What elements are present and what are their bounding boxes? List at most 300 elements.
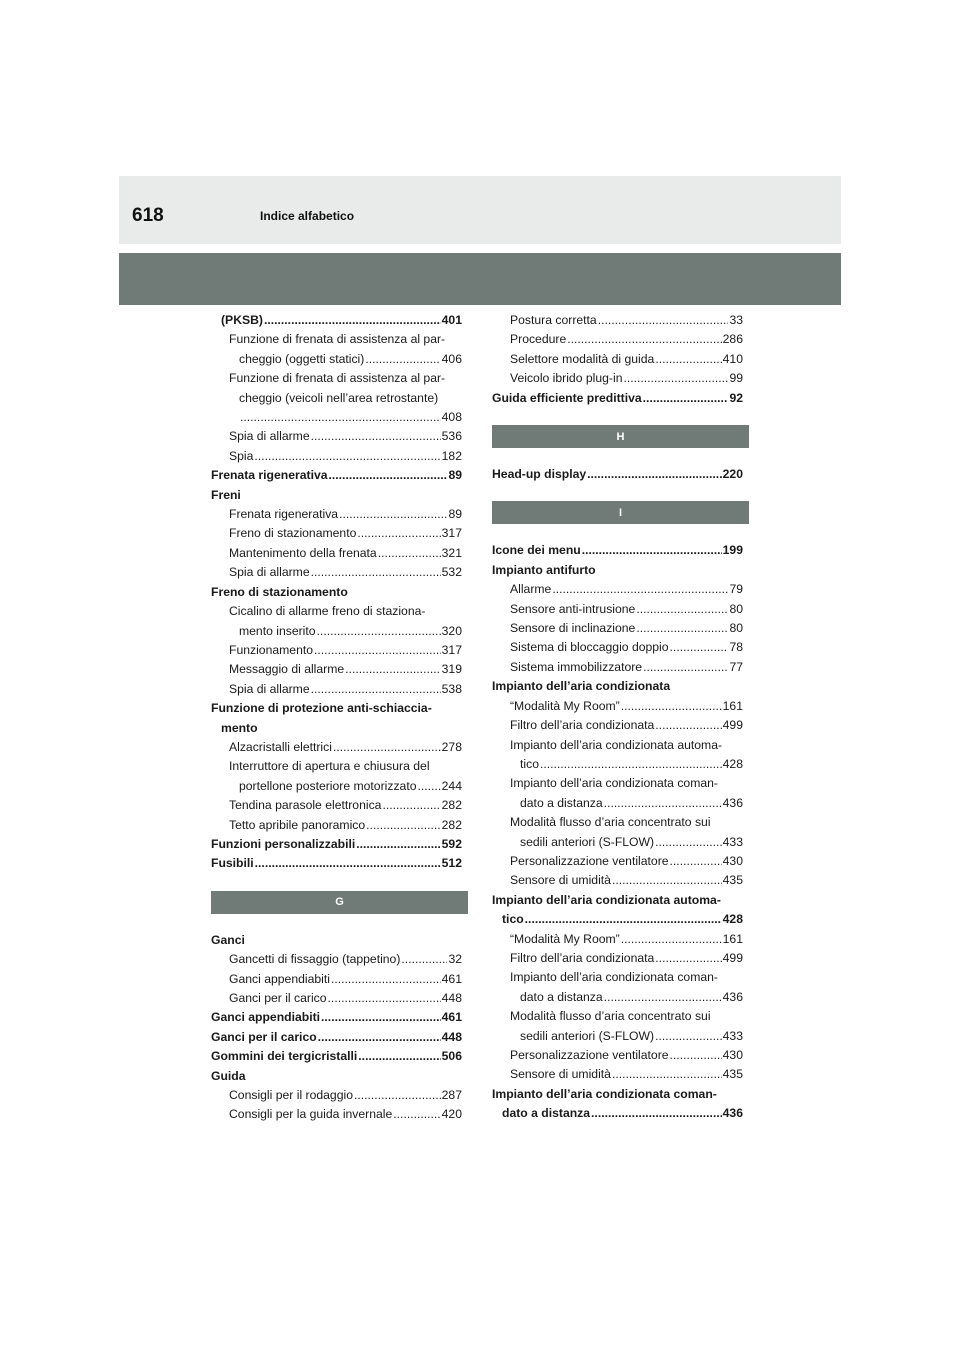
dot-leader xyxy=(612,1065,722,1084)
index-heading[interactable] xyxy=(492,389,743,408)
dot-leader xyxy=(655,716,721,735)
entry-text: Sistema di bloccaggio doppio xyxy=(510,640,669,655)
dot-leader xyxy=(354,1086,441,1105)
entry-line xyxy=(510,755,743,774)
entry-text: Alzacristalli elettrici xyxy=(229,739,332,754)
dot-leader xyxy=(339,505,447,524)
header-band xyxy=(119,176,841,244)
entry-text: Icone dei menu xyxy=(492,543,581,558)
index-subentry[interactable] xyxy=(492,968,743,1007)
page-reference[interactable]: 592 xyxy=(441,836,462,851)
entry-text: Funzione di protezione anti-schiaccia- xyxy=(211,701,432,716)
page-reference[interactable]: 448 xyxy=(441,1029,462,1044)
page-reference[interactable]: 420 xyxy=(441,1107,462,1122)
entry-text: Filtro dell’aria condizionata xyxy=(510,950,655,965)
index-heading[interactable] xyxy=(211,311,462,330)
index-subentry[interactable] xyxy=(211,660,462,679)
index-subentry[interactable] xyxy=(211,970,462,989)
index-heading[interactable] xyxy=(211,1047,462,1066)
entry-text: Freno di stazionamento xyxy=(211,584,348,599)
entry-text: Sensore di umidità xyxy=(510,873,611,888)
index-heading[interactable] xyxy=(211,931,462,950)
index-heading[interactable] xyxy=(492,541,743,560)
entry-line xyxy=(492,561,743,580)
entry-line xyxy=(510,311,743,330)
dot-leader xyxy=(366,816,440,835)
page-reference[interactable]: 32 xyxy=(448,952,462,967)
dot-leader xyxy=(240,408,441,427)
index-subentry[interactable] xyxy=(492,638,743,657)
index-subentry[interactable] xyxy=(211,816,462,835)
index-subentry[interactable] xyxy=(492,852,743,871)
page-reference[interactable]: 532 xyxy=(441,565,462,580)
dot-leader xyxy=(393,1105,440,1124)
dot-leader xyxy=(552,580,728,599)
entry-line xyxy=(492,465,743,484)
dot-leader xyxy=(365,350,440,369)
entry-text: Spia di allarme xyxy=(229,429,310,444)
page-reference[interactable]: 436 xyxy=(722,1106,743,1121)
entry-text: Funzioni personalizzabili xyxy=(211,836,356,851)
entry-line xyxy=(211,1008,462,1027)
entry-line xyxy=(510,350,743,369)
entry-text: “Modalità My Room” xyxy=(510,698,620,713)
entry-line xyxy=(510,580,743,599)
entry-text: Spia di allarme xyxy=(229,681,310,696)
dot-leader xyxy=(643,658,728,677)
entry-text: Tetto apribile panoramico xyxy=(229,817,366,832)
entry-line xyxy=(211,719,462,738)
entry-text: Interruttore di apertura e chiusura del xyxy=(229,759,430,774)
entry-line xyxy=(492,910,743,929)
page-reference[interactable]: 319 xyxy=(441,662,462,677)
page-reference[interactable]: 320 xyxy=(441,623,462,638)
page-reference[interactable]: 499 xyxy=(722,950,743,965)
index-subentry[interactable] xyxy=(211,427,462,446)
entry-text: Head-up display xyxy=(492,467,587,482)
index-subentry[interactable] xyxy=(211,563,462,582)
index-heading[interactable] xyxy=(211,1008,462,1027)
page-reference[interactable]: 406 xyxy=(441,351,462,366)
page-reference[interactable]: 512 xyxy=(441,856,462,871)
page-reference[interactable]: 436 xyxy=(722,795,743,810)
entry-text: Freno di stazionamento xyxy=(229,526,357,541)
entry-line xyxy=(211,699,462,718)
entry-line xyxy=(510,369,743,388)
page-reference[interactable]: 538 xyxy=(441,681,462,696)
page-reference[interactable]: 278 xyxy=(441,739,462,754)
entry-line xyxy=(510,600,743,619)
entry-text: Personalizzazione ventilatore xyxy=(510,853,669,868)
index-subentry[interactable] xyxy=(492,949,743,968)
entry-text: tico xyxy=(502,912,524,927)
page-reference[interactable]: 433 xyxy=(722,834,743,849)
index-subentry[interactable] xyxy=(211,757,462,796)
page-reference[interactable]: 428 xyxy=(722,756,743,771)
entry-text: cheggio (veicoli nell’area retrostante) xyxy=(239,390,439,405)
entry-text: Consigli per il rodaggio xyxy=(229,1088,353,1103)
dot-leader xyxy=(643,389,729,408)
index-subentry[interactable] xyxy=(211,330,462,369)
entry-text: Funzionamento xyxy=(229,642,314,657)
entry-line xyxy=(211,854,462,873)
entry-line xyxy=(229,989,462,1008)
page-reference[interactable]: 436 xyxy=(722,989,743,1004)
page-reference[interactable]: 408 xyxy=(441,410,462,425)
dot-leader xyxy=(314,641,441,660)
index-heading[interactable] xyxy=(492,891,743,930)
page-reference[interactable]: 435 xyxy=(722,873,743,888)
entry-line xyxy=(229,622,462,641)
index-heading[interactable] xyxy=(211,835,462,854)
page-reference[interactable]: 461 xyxy=(441,971,462,986)
index-subentry[interactable] xyxy=(211,641,462,660)
page-reference[interactable]: 430 xyxy=(722,853,743,868)
entry-line xyxy=(229,563,462,582)
index-heading[interactable] xyxy=(492,1085,743,1124)
entry-line xyxy=(229,970,462,989)
entry-line xyxy=(211,835,462,854)
entry-line xyxy=(229,680,462,699)
page-reference[interactable]: 448 xyxy=(441,991,462,1005)
letter-section-bar: H xyxy=(492,425,749,448)
entry-text: Funzione di frenata di assistenza al par- xyxy=(229,371,446,386)
index-subentry[interactable] xyxy=(492,871,743,890)
entry-line xyxy=(211,1047,462,1066)
entry-text: Modalità flusso d’aria concentrato sui xyxy=(510,815,711,830)
entry-text: “Modalità My Room” xyxy=(510,931,620,946)
entry-line xyxy=(229,505,462,524)
index-subentry[interactable] xyxy=(492,330,743,349)
dot-leader xyxy=(655,350,721,369)
entry-text: Ganci appendiabiti xyxy=(211,1010,321,1025)
entry-line xyxy=(229,777,462,796)
index-subentry[interactable] xyxy=(492,580,743,599)
index-subentry[interactable] xyxy=(492,930,743,949)
entry-text: sedili anteriori (S-FLOW) xyxy=(520,834,655,849)
dot-leader xyxy=(621,697,722,716)
index-subentry[interactable] xyxy=(211,1086,462,1105)
entry-text: Frenata rigenerativa xyxy=(229,507,339,522)
page-reference[interactable]: 286 xyxy=(722,332,743,347)
dot-leader xyxy=(418,777,441,796)
page-reference[interactable]: 461 xyxy=(441,1010,462,1025)
entry-line xyxy=(229,816,462,835)
entry-line xyxy=(510,658,743,677)
dot-leader xyxy=(358,1047,440,1066)
index-column-right xyxy=(492,311,743,1124)
entry-text: dato a distanza xyxy=(502,1106,591,1121)
dot-leader xyxy=(356,835,440,854)
entry-line xyxy=(510,949,743,968)
dot-leader xyxy=(655,1027,722,1046)
dot-leader xyxy=(670,638,729,657)
index-subentry[interactable] xyxy=(211,602,462,641)
dot-leader xyxy=(655,949,721,968)
dot-leader xyxy=(378,544,441,563)
entry-text: (PKSB) xyxy=(221,313,263,327)
entry-text: Spia di allarme xyxy=(229,565,310,580)
entry-line xyxy=(211,1028,462,1047)
page-reference[interactable]: 33 xyxy=(729,313,743,327)
index-heading[interactable] xyxy=(211,583,462,602)
index-subentry[interactable] xyxy=(211,680,462,699)
index-heading[interactable] xyxy=(211,699,462,738)
entry-text: Impianto dell’aria condizionata coman- xyxy=(492,1086,717,1101)
entry-line xyxy=(510,638,743,657)
index-subentry[interactable] xyxy=(492,774,743,813)
page-reference[interactable]: 430 xyxy=(722,1048,743,1062)
page-reference[interactable]: 317 xyxy=(441,526,462,541)
entry-line xyxy=(492,891,743,910)
entry-text: Sensore di umidità xyxy=(510,1067,611,1082)
page-reference[interactable]: 89 xyxy=(448,468,462,483)
dot-leader xyxy=(345,660,440,679)
entry-line xyxy=(229,544,462,563)
entry-text: Personalizzazione ventilatore xyxy=(510,1048,669,1062)
header-dark-band xyxy=(119,253,841,305)
entry-text: Modalità flusso d’aria concentrato sui xyxy=(510,1009,711,1024)
dot-leader xyxy=(255,854,441,873)
entry-line xyxy=(510,619,743,638)
entry-text: Consigli per la guida invernale xyxy=(229,1107,393,1122)
entry-text: Filtro dell’aria condizionata xyxy=(510,718,655,733)
dot-leader xyxy=(621,930,722,949)
entry-line xyxy=(492,541,743,560)
entry-text: Funzione di frenata di assistenza al par- xyxy=(229,332,446,347)
entry-line xyxy=(510,930,743,949)
entry-line xyxy=(510,968,743,987)
page-reference[interactable]: 80 xyxy=(729,621,743,636)
index-heading[interactable] xyxy=(211,486,462,505)
page-reference[interactable]: 506 xyxy=(441,1049,462,1064)
page-reference[interactable]: 282 xyxy=(441,817,462,832)
dot-leader xyxy=(357,524,440,543)
entry-line xyxy=(211,486,462,505)
letter-section-bar: I xyxy=(492,501,749,524)
entry-line xyxy=(229,369,462,388)
entry-line xyxy=(492,389,743,408)
dot-leader xyxy=(591,1104,722,1123)
index-heading[interactable] xyxy=(211,854,462,873)
entry-line xyxy=(229,641,462,660)
page-reference[interactable]: 99 xyxy=(729,371,743,386)
entry-text: Sistema immobilizzatore xyxy=(510,659,643,674)
index-subentry[interactable] xyxy=(492,619,743,638)
index-subentry[interactable] xyxy=(492,1007,743,1046)
entry-text: Mantenimento della frenata xyxy=(229,545,377,560)
dot-leader xyxy=(317,622,441,641)
entry-line xyxy=(492,1104,743,1123)
dot-leader xyxy=(321,1008,441,1027)
entry-line xyxy=(510,871,743,890)
dot-leader xyxy=(604,794,722,813)
index-heading[interactable] xyxy=(492,465,743,484)
dot-leader xyxy=(333,738,441,757)
page-reference[interactable]: 182 xyxy=(441,448,462,463)
entry-line xyxy=(229,1105,462,1124)
entry-text: Guida efficiente predittiva xyxy=(492,390,642,405)
index-subentry[interactable] xyxy=(492,1065,743,1084)
index-heading[interactable] xyxy=(211,1028,462,1047)
index-subentry[interactable] xyxy=(211,738,462,757)
index-subentry[interactable] xyxy=(211,505,462,524)
entry-line xyxy=(510,833,743,852)
dot-leader xyxy=(311,427,441,446)
entry-text: Tendina parasole elettronica xyxy=(229,798,382,813)
entry-line xyxy=(510,1007,743,1026)
entry-line xyxy=(211,583,462,602)
entry-text: mento xyxy=(221,720,258,735)
entry-text: Ganci appendiabiti xyxy=(229,971,330,986)
page-reference[interactable]: 244 xyxy=(441,778,462,793)
entry-text: Cicalino di allarme freno di staziona- xyxy=(229,604,426,619)
entry-line xyxy=(492,677,743,696)
index-subentry[interactable] xyxy=(492,736,743,775)
index-subentry[interactable] xyxy=(211,950,462,969)
index-subentry[interactable] xyxy=(492,350,743,369)
dot-leader xyxy=(540,755,722,774)
entry-line xyxy=(229,1086,462,1105)
entry-line xyxy=(510,794,743,813)
entry-text: Sensore di inclinazione xyxy=(510,621,636,636)
index-heading[interactable] xyxy=(211,466,462,485)
entry-line xyxy=(510,1046,743,1065)
page-reference[interactable]: 77 xyxy=(729,659,743,674)
page-reference[interactable]: 89 xyxy=(448,507,462,522)
entry-text: Impianto dell’aria condizionata coman- xyxy=(510,970,718,985)
page-reference[interactable]: 161 xyxy=(722,698,743,713)
entry-text: Impianto dell’aria condizionata coman- xyxy=(510,776,718,791)
dot-leader xyxy=(318,1028,441,1047)
dot-leader xyxy=(382,796,440,815)
index-subentry[interactable] xyxy=(211,524,462,543)
entry-line xyxy=(510,813,743,832)
entry-text: mento inserito xyxy=(239,623,316,638)
page-number: 618 xyxy=(132,205,164,226)
entry-line xyxy=(229,447,462,466)
dot-leader xyxy=(311,563,441,582)
dot-leader xyxy=(598,311,729,330)
entry-text: Gommini dei tergicristalli xyxy=(211,1049,358,1064)
entry-text: Ganci per il carico xyxy=(211,1029,317,1044)
entry-text: Ganci xyxy=(211,932,245,947)
page-reference[interactable]: 435 xyxy=(722,1067,743,1082)
index-subentry[interactable] xyxy=(492,658,743,677)
entry-line xyxy=(510,716,743,735)
entry-text: sedili anteriori (S-FLOW) xyxy=(520,1028,655,1043)
dot-leader xyxy=(670,1046,722,1065)
entry-text: Sensore anti-intrusione xyxy=(510,601,636,616)
entry-line xyxy=(510,1027,743,1046)
page-reference[interactable]: 287 xyxy=(441,1088,462,1103)
index-subentry[interactable] xyxy=(211,1105,462,1124)
entry-line xyxy=(510,697,743,716)
entry-line xyxy=(510,330,743,349)
page-reference[interactable]: 220 xyxy=(722,467,743,482)
dot-leader xyxy=(328,989,441,1008)
page-reference[interactable]: 79 xyxy=(729,582,743,597)
entry-text: Fusibili xyxy=(211,856,254,871)
dot-leader xyxy=(604,988,722,1007)
entry-line xyxy=(229,796,462,815)
entry-line xyxy=(510,1065,743,1084)
entry-line xyxy=(229,602,462,621)
dot-leader xyxy=(636,600,728,619)
index-column-left xyxy=(211,311,462,1125)
dot-leader xyxy=(329,466,448,485)
entry-line xyxy=(211,466,462,485)
dot-leader xyxy=(264,311,441,330)
entry-text: Impianto dell’aria condizionata xyxy=(492,679,671,694)
index-subentry[interactable] xyxy=(492,600,743,619)
index-subentry[interactable] xyxy=(211,369,462,427)
index-subentry[interactable] xyxy=(492,813,743,852)
page-reference[interactable]: 401 xyxy=(441,313,462,327)
entry-text: dato a distanza xyxy=(520,795,603,810)
entry-line xyxy=(211,1067,462,1086)
entry-line xyxy=(229,427,462,446)
page-reference[interactable]: 428 xyxy=(722,912,743,927)
dot-leader xyxy=(567,330,721,349)
entry-text: Frenata rigenerativa xyxy=(211,468,328,483)
page-reference[interactable]: 80 xyxy=(729,601,743,616)
page-reference[interactable]: 92 xyxy=(729,390,743,405)
index-subentry[interactable] xyxy=(492,697,743,716)
entry-line xyxy=(510,852,743,871)
index-subentry[interactable] xyxy=(211,796,462,815)
index-subentry[interactable] xyxy=(492,716,743,735)
entry-text: Veicolo ibrido plug-in xyxy=(510,371,623,386)
dot-leader xyxy=(612,871,722,890)
page-reference[interactable]: 410 xyxy=(722,351,743,366)
entry-text: Messaggio di allarme xyxy=(229,662,345,677)
page-reference[interactable]: 161 xyxy=(722,931,743,946)
page-reference[interactable]: 199 xyxy=(722,543,743,558)
entry-text: Gancetti di fissaggio (tappetino) xyxy=(229,952,401,967)
entry-text: Postura corretta xyxy=(510,313,597,327)
index-heading[interactable] xyxy=(492,677,743,696)
index-subentry[interactable] xyxy=(492,369,743,388)
page-reference[interactable]: 78 xyxy=(729,640,743,655)
index-heading[interactable] xyxy=(492,561,743,580)
index-heading[interactable] xyxy=(211,1067,462,1086)
page-reference[interactable]: 321 xyxy=(441,545,462,560)
entry-line xyxy=(229,950,462,969)
index-subentry[interactable] xyxy=(492,311,743,330)
dot-leader xyxy=(254,447,440,466)
index-subentry[interactable] xyxy=(492,1046,743,1065)
page-reference[interactable]: 433 xyxy=(722,1028,743,1043)
entry-text: Ganci per il carico xyxy=(229,991,327,1005)
page-reference[interactable]: 536 xyxy=(441,429,462,444)
page-reference[interactable]: 499 xyxy=(722,718,743,733)
dot-leader xyxy=(587,465,722,484)
entry-line xyxy=(211,311,462,330)
page-reference[interactable]: 317 xyxy=(441,642,462,657)
dot-leader xyxy=(655,833,722,852)
entry-text: Freni xyxy=(211,487,241,502)
entry-text: Allarme xyxy=(510,582,552,597)
page-reference[interactable]: 282 xyxy=(441,798,462,813)
entry-line xyxy=(229,757,462,776)
index-subentry[interactable] xyxy=(211,989,462,1008)
index-subentry[interactable] xyxy=(211,447,462,466)
index-subentry[interactable] xyxy=(211,544,462,563)
entry-text: tico xyxy=(520,756,539,771)
entry-line xyxy=(229,738,462,757)
entry-text: portellone posteriore motorizzato xyxy=(239,778,417,793)
